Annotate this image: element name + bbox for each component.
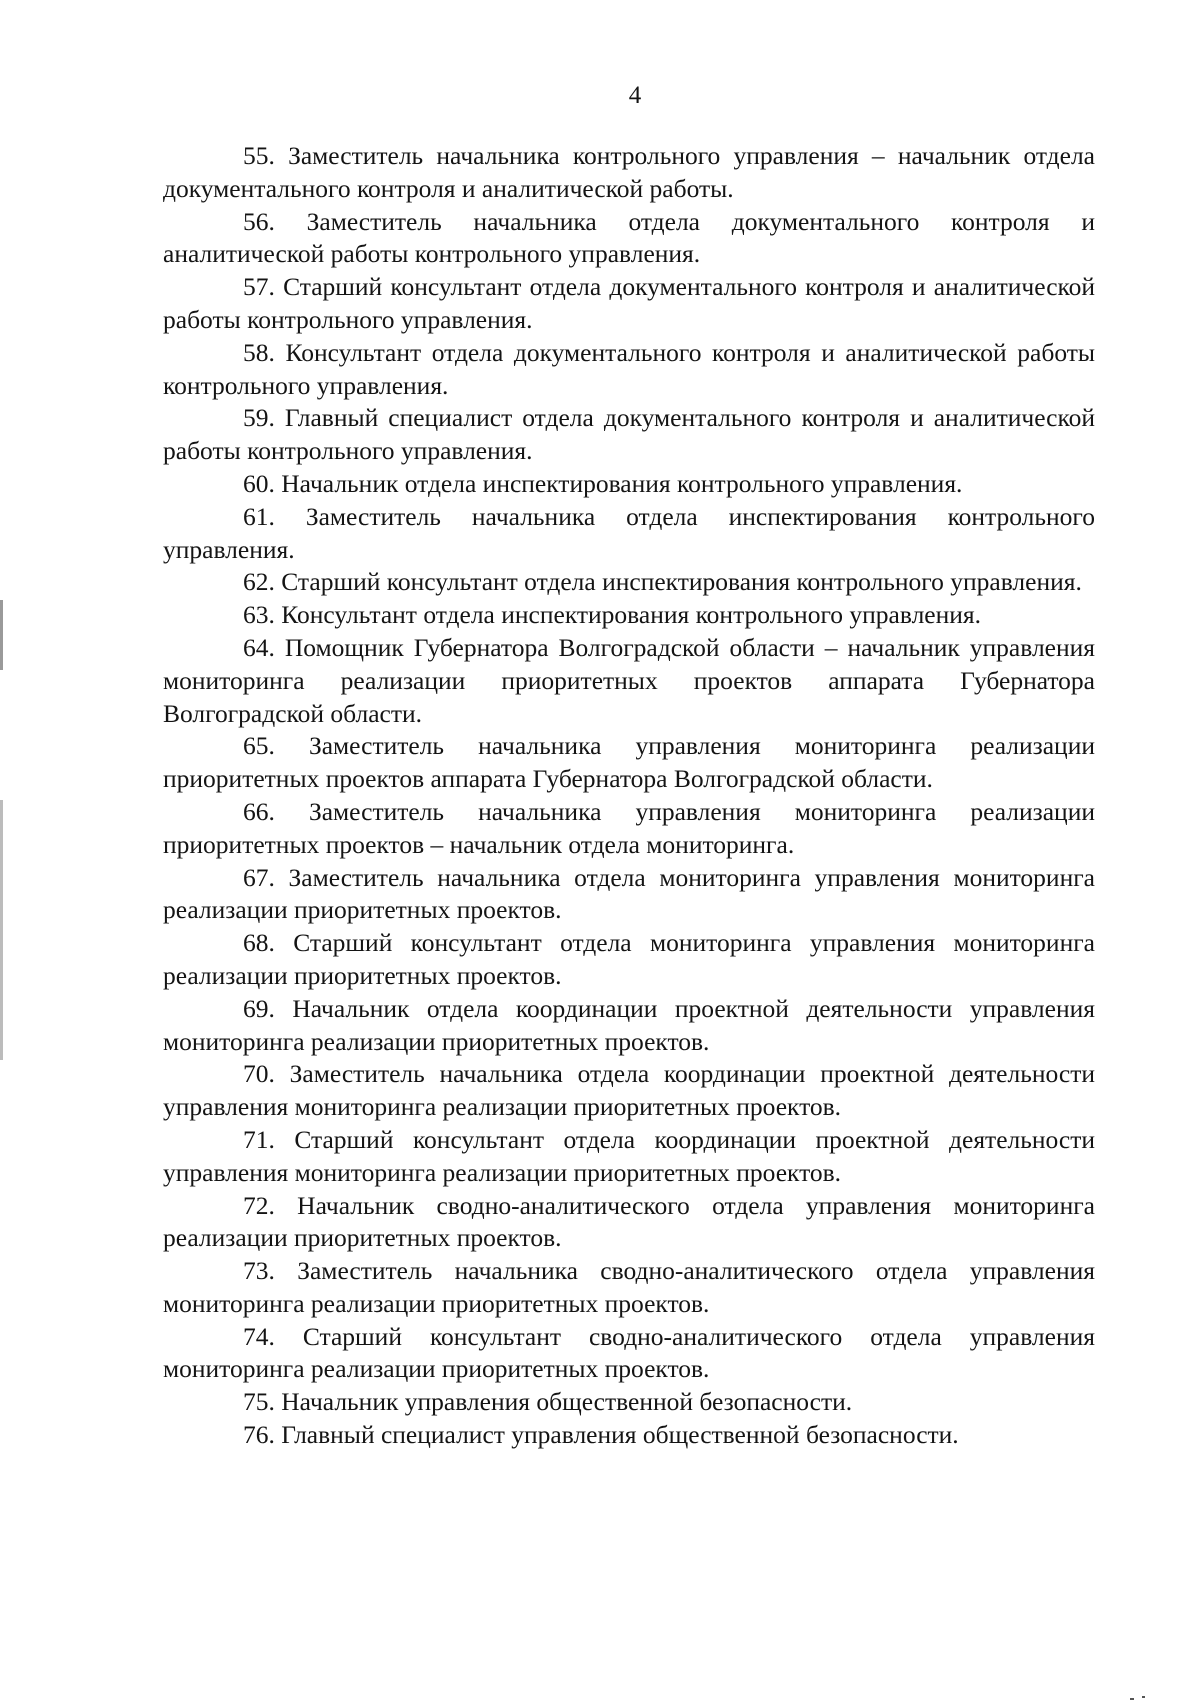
list-item xyxy=(163,796,1095,862)
item-continuation: управления. xyxy=(950,567,1082,597)
item-continuation: деятельности управления мониторинга реализации приоритетных проектов. xyxy=(163,1059,1095,1122)
item-continuation: мониторинга реализации приоритетных проектов. xyxy=(163,1354,710,1384)
item-continuation: приоритетных проектов аппарата Губернатора Волгоградской области. xyxy=(163,764,933,794)
item-first-line: 66. Заместитель начальника управления мониторинга реализации xyxy=(243,796,1095,826)
list-item xyxy=(163,1124,1095,1190)
item-continuation: управления мониторинга реализации приоритетных проектов аппарата Губернатора Волгоградской области. xyxy=(163,632,1096,728)
list-item xyxy=(163,566,1095,599)
page-number: 4 xyxy=(628,82,642,109)
item-first-line: 59. Главный специалист отдела документального контроля xyxy=(243,403,901,433)
scan-speck xyxy=(1142,1696,1145,1698)
list-item xyxy=(163,468,1095,501)
list-item xyxy=(163,402,1095,468)
item-first-line: 75. Начальник управления общественной безопасности. xyxy=(243,1387,853,1417)
scan-edge-mark xyxy=(0,600,3,670)
item-continuation: мониторинга реализации приоритетных проектов. xyxy=(163,1190,1095,1253)
list-item xyxy=(163,206,1095,272)
list-item xyxy=(163,632,1095,730)
list-item xyxy=(163,862,1095,928)
list-item xyxy=(163,730,1095,796)
item-continuation: управления мониторинга реализации приоритетных проектов. xyxy=(163,993,1095,1056)
item-first-line: 55. Заместитель начальника контрольного управления – начальник xyxy=(243,141,1011,170)
list-item xyxy=(163,599,1095,632)
list-item xyxy=(163,1058,1095,1124)
list-item xyxy=(163,927,1095,993)
item-continuation: и аналитической работы контрольного управления. xyxy=(163,403,1095,466)
list-item xyxy=(163,993,1095,1059)
item-first-line: 76. Главный специалист управления общественной безопасности. xyxy=(243,1420,959,1450)
item-continuation: работы контрольного управления. xyxy=(163,337,1096,400)
item-continuation: приоритетных проектов – начальник отдела мониторинга. xyxy=(163,829,795,859)
item-first-line: 70. Заместитель начальника отдела координации проектной xyxy=(243,1059,935,1089)
document-body xyxy=(163,140,1095,1452)
item-first-line: 60. Начальник отдела инспектирования контрольного управления. xyxy=(243,468,963,498)
list-item xyxy=(163,1386,1095,1419)
list-item xyxy=(163,140,1095,206)
item-continuation: и аналитической работы контрольного управления. xyxy=(163,272,1096,334)
item-first-line: 57. Старший консультант отдела документального контроля xyxy=(243,272,904,302)
item-first-line: 64. Помощник Губернатора Волгоградской области – начальник xyxy=(243,632,960,662)
item-first-line: 74. Старший консультант сводно-аналитического отдела управления xyxy=(243,1321,1095,1351)
item-continuation: отдела документального контроля и аналитической работы. xyxy=(163,141,1095,203)
list-item xyxy=(163,501,1095,567)
list-item xyxy=(163,1419,1095,1452)
item-first-line: 73. Заместитель начальника сводно-аналитического отдела xyxy=(243,1256,948,1286)
list-item xyxy=(163,337,1095,403)
item-continuation: управления. xyxy=(163,534,295,564)
scan-edge-mark xyxy=(0,800,3,1060)
item-continuation: мониторинга реализации приоритетных проектов. xyxy=(163,928,1095,990)
list-item xyxy=(163,1321,1095,1387)
item-first-line: 67. Заместитель начальника отдела мониторинга управления xyxy=(243,862,940,892)
item-first-line: 69. Начальник отдела координации проектной деятельности xyxy=(243,993,953,1023)
item-first-line: 63. Консультант отдела инспектирования контрольного управления. xyxy=(243,600,982,630)
item-continuation: мониторинга реализации приоритетных проектов. xyxy=(163,862,1095,925)
item-continuation: деятельности управления мониторинга реализации приоритетных проектов. xyxy=(163,1124,1096,1187)
item-first-line: 72. Начальник сводно-аналитического отдела управления xyxy=(243,1190,932,1220)
item-first-line: 62. Старший консультант отдела инспектирования контрольного xyxy=(243,567,944,597)
scan-speck xyxy=(1130,1698,1134,1700)
list-item xyxy=(163,271,1095,337)
item-continuation: управления мониторинга реализации приоритетных проектов. xyxy=(163,1256,1095,1318)
item-continuation: и аналитической работы контрольного управления. xyxy=(163,206,1095,269)
item-first-line: 71. Старший консультант отдела координации проектной xyxy=(243,1124,930,1154)
item-first-line: 68. Старший консультант отдела мониторинга управления xyxy=(243,928,936,958)
item-first-line: 65. Заместитель начальника управления мониторинга реализации xyxy=(243,731,1095,761)
list-item xyxy=(163,1190,1095,1256)
item-first-line: 58. Консультант отдела документального контроля и аналитической xyxy=(243,337,1007,367)
item-first-line: 61. Заместитель начальника отдела инспектирования контрольного xyxy=(243,501,1095,531)
item-first-line: 56. Заместитель начальника отдела документального контроля xyxy=(243,206,1050,236)
list-item xyxy=(163,1255,1095,1321)
